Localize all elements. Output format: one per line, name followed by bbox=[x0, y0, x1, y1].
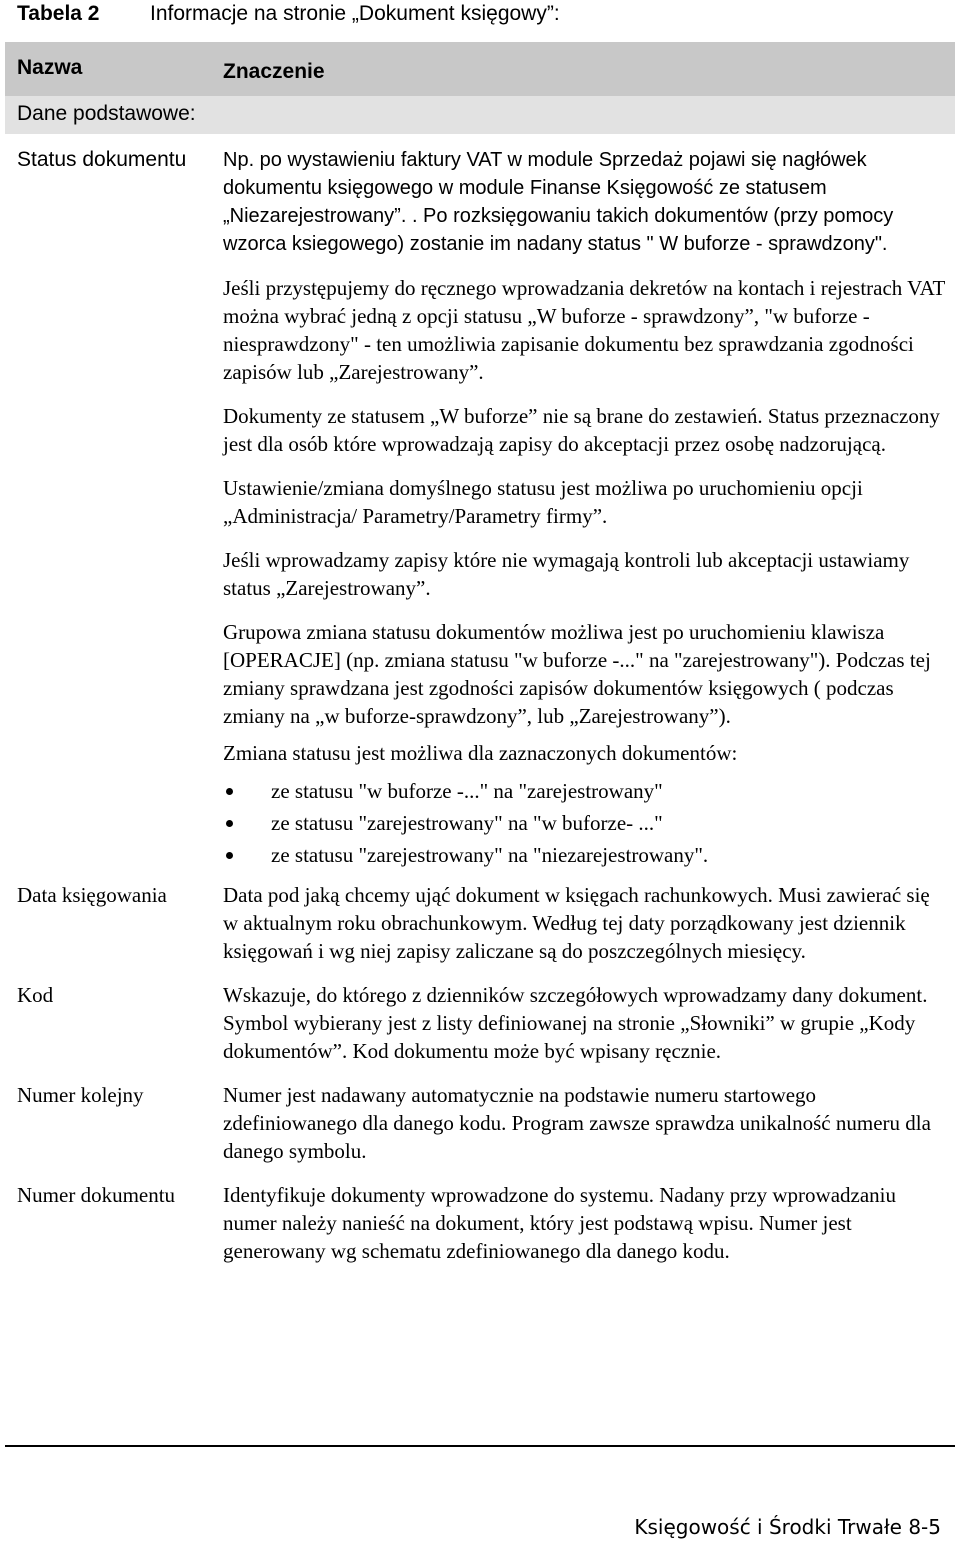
table-row bbox=[5, 146, 955, 873]
column-header-meaning: Znaczenie bbox=[223, 60, 325, 83]
table-title: Informacje na stronie „Dokument księgowy”: bbox=[150, 2, 560, 25]
paragraph: Np. po wystawieniu faktury VAT w module Sprzedaż pojawi się nagłówek dokumentu księgowego w module Finanse Księgowość ze statusem „Niezarejestrowany”. . Po rozksięgowaniu takich dokumentów (przy pomocy wzorca ksiegowego) zostanie im nadany status " W buforze - sprawdzony". bbox=[223, 149, 894, 255]
row-meaning: Numer jest nadawany automatycznie na podstawie numeru startowego zdefiniowanego dla danego kodu. Program zawsze sprawdza unikalność numeru dla danego symbolu. bbox=[223, 1083, 931, 1163]
paragraph: Jeśli przystępujemy do ręcznego wprowadzania dekretów na kontach i rejestrach VAT można wybrać jedną z opcji statusu „W buforze - sprawdzony”, "w buforze - niesprawdzony" - ten umożliwia zapisanie dokumentu bez sprawdzania zgodności zapisów lub „Zarejestrowany”. bbox=[223, 276, 945, 384]
table-row bbox=[5, 981, 955, 1065]
row-name: Numer kolejny bbox=[17, 1083, 144, 1107]
table-row bbox=[5, 1181, 955, 1265]
table-header-band bbox=[5, 42, 955, 96]
row-name: Kod bbox=[17, 983, 54, 1007]
table-number: Tabela 2 bbox=[17, 2, 100, 25]
row-meaning: Data pod jaką chcemy ująć dokument w księgach rachunkowych. Musi zawierać się w aktualnym roku obrachunkowym. Według tej daty porządkowany jest dziennik księgowań i wg niej zapisy zaliczane są do poszczególnych miesięcy. bbox=[223, 883, 930, 963]
row-meaning: Wskazuje, do którego z dzienników szczegółowych wprowadzamy dany dokument. Symbol wybierany jest z listy definiowanej na stronie „Słowniki” w grupie „Kody dokumentów”. Kod dokumentu może być wpisany ręcznie. bbox=[223, 983, 928, 1063]
row-name: Status dokumentu bbox=[17, 148, 187, 171]
section-heading: Dane podstawowe: bbox=[17, 102, 196, 125]
bullet-icon bbox=[226, 852, 233, 859]
paragraph: Dokumenty ze statusem „W buforze” nie są brane do zestawień. Status przeznaczony jest dla osób które wprowadzają zapisy do akceptacji przez osobę nadzorującą. bbox=[223, 404, 940, 456]
paragraph: Jeśli wprowadzamy zapisy które nie wymagają kontroli lub akceptacji ustawiamy status „Zarejestrowany”. bbox=[223, 548, 910, 600]
page-footer: Księgowość i Środki Trwałe 8-5 bbox=[634, 1515, 941, 1539]
table-body bbox=[5, 146, 955, 1265]
bullet-list bbox=[223, 775, 948, 871]
row-meaning: Identyfikuje dokumenty wprowadzone do systemu. Nadany przy wprowadzaniu numer należy nanieść na dokument, który jest podstawą wpisu. Numer jest generowany wg schematu zdefiniowanego dla danego kodu. bbox=[223, 1183, 896, 1263]
paragraph: Ustawienie/zmiana domyślnego statusu jest możliwa po uruchomieniu opcji „Administracja/ Parametry/Parametry firmy”. bbox=[223, 476, 863, 528]
paragraph: Zmiana statusu jest możliwa dla zaznaczonych dokumentów: bbox=[223, 741, 738, 765]
list-item-text: ze statusu "w buforze -..." na "zarejestrowany" bbox=[271, 779, 663, 803]
list-item-text: ze statusu "zarejestrowany" na "niezarejestrowany". bbox=[271, 843, 709, 867]
row-meaning bbox=[223, 146, 948, 873]
row-name: Data księgowania bbox=[17, 883, 167, 907]
list-item bbox=[223, 807, 948, 839]
column-header-name: Nazwa bbox=[17, 56, 83, 79]
row-name: Numer dokumentu bbox=[17, 1183, 176, 1207]
table-caption bbox=[17, 0, 560, 28]
table-row bbox=[5, 1081, 955, 1165]
bullet-icon bbox=[226, 820, 233, 827]
table-row bbox=[5, 881, 955, 965]
table-bottom-rule bbox=[5, 1445, 955, 1447]
paragraph: Grupowa zmiana statusu dokumentów możliwa jest po uruchomieniu klawisza [OPERACJE] (np. zmiana statusu "w buforze -..." na "zarejestrowany"). Podczas tej zmiany sprawdzana jest zgodności zapisów dokumentów księgowych ( podczas zmiany na „w buforze-sprawdzony”, lub „Zarejestrowany”). bbox=[223, 620, 931, 728]
bullet-icon bbox=[226, 788, 233, 795]
list-item-text: ze statusu "zarejestrowany" na "w buforze- ..." bbox=[271, 811, 663, 835]
list-item bbox=[223, 839, 948, 871]
list-item bbox=[223, 775, 948, 807]
